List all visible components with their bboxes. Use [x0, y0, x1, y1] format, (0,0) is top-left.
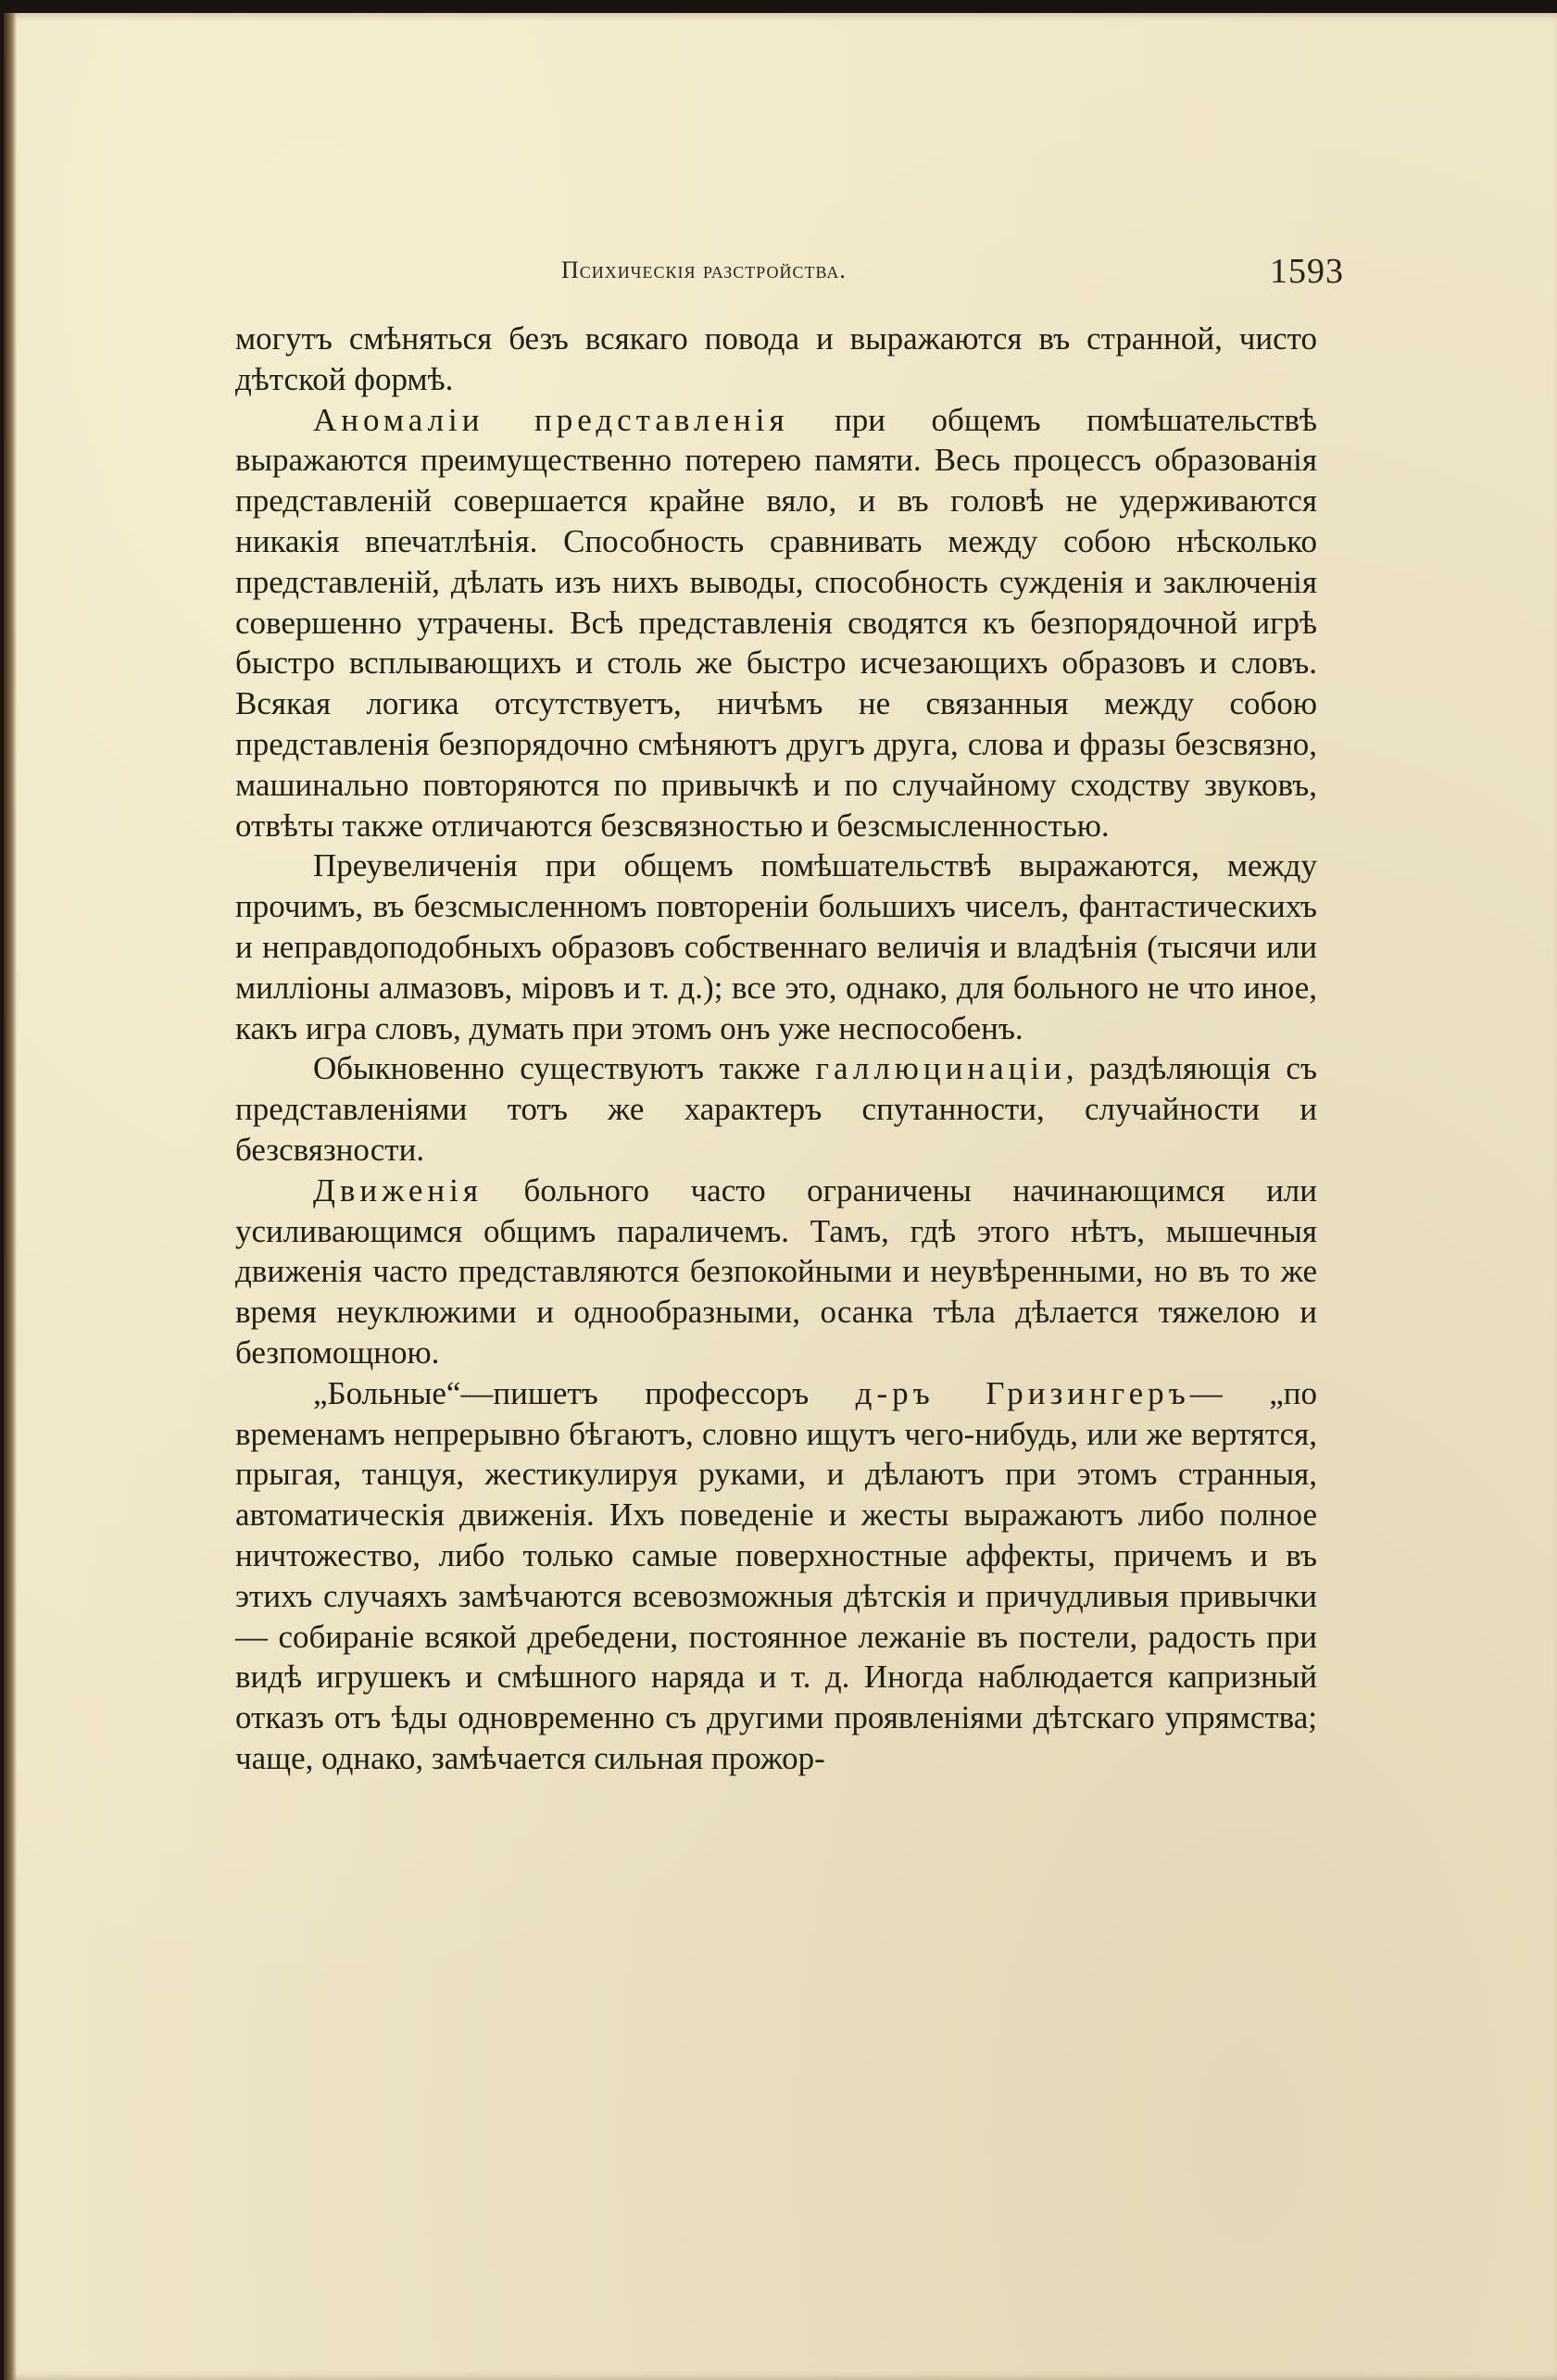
text-run: Преувеличенія при общемъ помѣшательствѣ выражаются, между прочимъ, въ безсмысленномъ повтореніи большихъ чиселъ, фантастическихъ и неправдоподобныхъ образовъ собственнаго величія и владѣнія (тысячи или милліоны алмазовъ, міровъ и т. д.); все это, однако, для больного не что иное, какъ игра словъ, думать при этомъ онъ уже неспособенъ. — [235, 847, 1317, 1046]
paragraph — [235, 846, 1317, 1048]
text-run: , раздѣляющія съ представленіями тотъ же характеръ спутанности, случайности и безсвязности. — [235, 1050, 1317, 1168]
spaced-emphasis: Движенія — [313, 1171, 483, 1209]
text-run: — „по временамъ непрерывно бѣгаютъ, словно ищутъ чего-нибудь, или же вертятся, прыгая, танцуя, жестикулируя руками, и дѣлаютъ при этомъ странныя, автоматическія движенія. Ихъ поведеніе и жесты выражаютъ либо полное ничтожество, либо только самые поверхностные аффекты, причемъ и въ этихъ случаяхъ замѣчаются всевозможныя дѣтскія и причудливыя привычки — собираніе всякой дребедени, постоянное лежаніе въ постели, радость при видѣ игрушекъ и смѣшного наряда и т. д. Иногда наблюдается капризный отказъ отъ ѣды одновременно съ другими проявленіями дѣтскаго упрямства; чаще, однако, замѣчается сильная прожор- — [235, 1374, 1318, 1776]
text-run: могутъ смѣняться безъ всякаго повода и выражаются въ странной, чисто дѣтской формѣ. — [235, 320, 1317, 397]
paragraph — [235, 400, 1317, 846]
text-run: больного часто ограничены начинающимся или усиливающимся общимъ параличемъ. Тамъ, гдѣ этого нѣтъ, мышечныя движенія часто представляются безпокойными и неувѣренными, но въ то же время неуклюжими и однообразными, осанка тѣла дѣлается тяжелою и безпомощною. — [235, 1171, 1317, 1371]
paragraph — [235, 1048, 1317, 1170]
paragraph — [235, 1171, 1317, 1373]
page-spine-shadow — [4, 13, 17, 2380]
body-text — [235, 319, 1317, 1779]
running-head: Психическія разстройства. — [561, 257, 847, 283]
spaced-emphasis: д-ръ Гризингеръ — [855, 1374, 1190, 1411]
page-header — [235, 249, 1344, 295]
text-run: „Больные“—пишетъ профессоръ — [313, 1374, 856, 1411]
book-page — [4, 13, 1557, 2380]
text-run: при общемъ помѣшательствѣ выражаются преимущественно потерею памяти. Весь процессъ образованія представленій совершается крайне вяло, и въ головѣ не удерживаются никакія впечатлѣнія. Способность сравнивать между собою нѣсколько представленій, дѣлать изъ нихъ выводы, способность сужденія и заключенія совершенно утрачены. Всѣ представленія сводятся къ безпорядочной игрѣ быстро всплывающихъ и столь же быстро исчезающихъ образовъ и словъ. Всякая логика отсутствуетъ, ничѣмъ не связанныя между собою представленія безпорядочно смѣняютъ другъ друга, слова и фразы безсвязно, машинально повторяются по привычкѣ и по случайному сходству звуковъ, отвѣты также отличаются безсвязностью и безсмысленностью. — [235, 401, 1317, 844]
paragraph — [235, 319, 1317, 400]
page-number: 1593 — [1270, 252, 1344, 291]
spaced-emphasis: галлюцинаціи — [815, 1050, 1066, 1087]
paragraph — [235, 1373, 1317, 1779]
text-run: Обыкновенно существуютъ также — [313, 1050, 816, 1087]
spaced-emphasis: Аномаліи представленія — [313, 401, 789, 438]
